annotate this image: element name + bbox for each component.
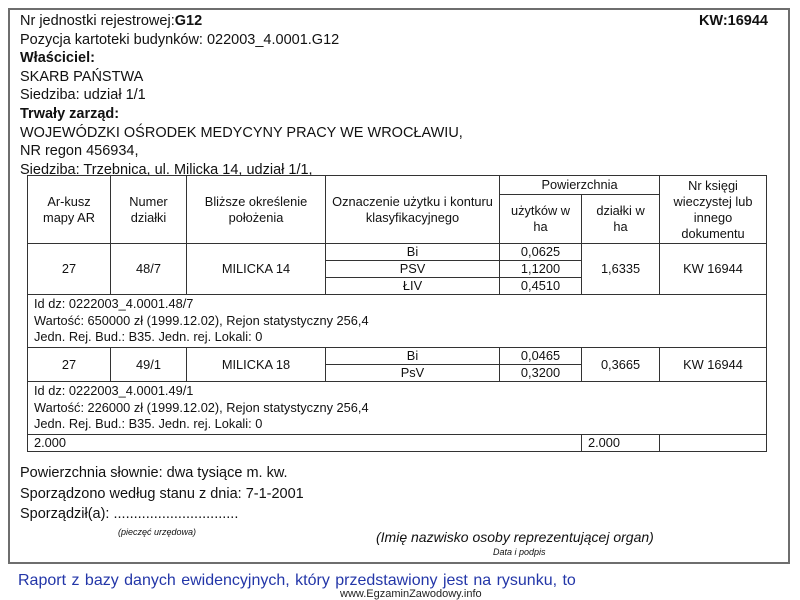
header-parcel-area: działki w ha bbox=[582, 195, 660, 244]
use-code-cell: Bi bbox=[326, 244, 500, 261]
parcel-id-line: Id dz: 0222003_4.0001.49/1 bbox=[34, 383, 194, 399]
land-book-cell: KW 16944 bbox=[660, 244, 767, 295]
use-area-cell: 0,3200 bbox=[500, 365, 582, 382]
use-code-cell: PSV bbox=[326, 261, 500, 278]
parcel-number-cell: 48/7 bbox=[111, 244, 187, 295]
question-caption: Raport z bazy danych ewidencyjnych, który przedstawiony jest na rysunku, to bbox=[18, 572, 576, 589]
header-map-sheet: Ar-kusz mapy AR bbox=[28, 176, 111, 244]
header-area: Powierzchnia bbox=[500, 176, 660, 195]
use-area-cell: 1,1200 bbox=[500, 261, 582, 278]
map-sheet-cell: 27 bbox=[28, 348, 111, 382]
card-position: Pozycja kartoteki budynków: 022003_4.0001.G12 bbox=[20, 31, 340, 48]
parcel-registry-line: Jedn. Rej. Bud.: B35. Jedn. rej. Lokali: 0 bbox=[34, 416, 263, 432]
header-land-use: Oznaczenie użytku i konturu klasyfikacyjnego bbox=[326, 176, 500, 244]
parcel-details-row bbox=[28, 382, 767, 435]
unit-label: Nr jednostki rejestrowej: bbox=[20, 13, 175, 29]
parcel-value-line: Wartość: 650000 zł (1999.12.02), Rejon statystyczny 256,4 bbox=[34, 312, 369, 328]
manager-seat: Siedziba: Trzebnica, ul. Milicka 14, udział 1/1, bbox=[20, 161, 313, 178]
total-right-cell: 2.000 bbox=[582, 435, 660, 452]
parcel-details-cell bbox=[28, 382, 767, 435]
signer-note: (Imię nazwisko osoby reprezentującej organ) bbox=[376, 529, 654, 545]
table-row bbox=[28, 244, 767, 261]
use-code-cell: Bi bbox=[326, 348, 500, 365]
header-use-area: użytków w ha bbox=[500, 195, 582, 244]
table-row bbox=[28, 348, 767, 365]
parcel-details-cell bbox=[28, 295, 767, 348]
parcel-number-cell: 49/1 bbox=[111, 348, 187, 382]
prepared-by: Sporządził(a): ............................... bbox=[20, 506, 239, 522]
date-signature-note: Data i podpis bbox=[493, 547, 546, 557]
parcel-details-row bbox=[28, 295, 767, 348]
header-location: Bliższe określenie położenia bbox=[187, 176, 326, 244]
owner-heading: Właściciel: bbox=[20, 50, 95, 67]
manager-regon: NR regon 456934, bbox=[20, 143, 139, 160]
total-left-cell: 2.000 bbox=[28, 435, 582, 452]
manager-heading: Trwały zarząd: bbox=[20, 105, 120, 122]
use-area-cell: 0,0625 bbox=[500, 244, 582, 261]
parcel-registry-line: Jedn. Rej. Bud.: B35. Jedn. rej. Lokali: 0 bbox=[34, 329, 263, 345]
area-in-words: Powierzchnia słownie: dwa tysiące m. kw. bbox=[20, 465, 288, 481]
unit-value: G12 bbox=[174, 13, 203, 29]
document-header bbox=[20, 12, 463, 179]
use-code-cell: PsV bbox=[326, 365, 500, 382]
watermark: www.EgzaminZawodowy.info bbox=[340, 588, 482, 600]
use-code-cell: ŁIV bbox=[326, 278, 500, 295]
location-cell: MILICKA 14 bbox=[187, 244, 326, 295]
header-parcel-number: Numer działki bbox=[111, 176, 187, 244]
totals-row bbox=[28, 435, 767, 452]
parcel-id-line: Id dz: 0222003_4.0001.48/7 bbox=[34, 296, 194, 312]
manager-name: WOJEWÓDZKI OŚRODEK MEDYCYNY PRACY WE WROCŁAWIU, bbox=[20, 124, 463, 141]
land-book-cell: KW 16944 bbox=[660, 348, 767, 382]
use-area-cell: 0,0465 bbox=[500, 348, 582, 365]
total-empty-cell bbox=[660, 435, 767, 452]
parcel-area-cell: 1,6335 bbox=[582, 244, 660, 295]
header-land-book: Nr księgi wieczystej lub innego dokumentu bbox=[660, 176, 767, 244]
unit-line bbox=[20, 12, 463, 31]
location-cell: MILICKA 18 bbox=[187, 348, 326, 382]
owner-name: SKARB PAŃSTWA bbox=[20, 68, 144, 85]
map-sheet-cell: 27 bbox=[28, 244, 111, 295]
owner-seat: Siedziba: udział 1/1 bbox=[20, 87, 146, 104]
parcel-value-line: Wartość: 226000 zł (1999.12.02), Rejon statystyczny 256,4 bbox=[34, 399, 369, 415]
stamp-note: (pieczęć urzędowa) bbox=[118, 527, 197, 537]
land-book-number: KW:16944 bbox=[698, 13, 768, 29]
state-date: Sporządzono według stanu z dnia: 7-1-2001 bbox=[20, 485, 304, 502]
use-area-cell: 0,4510 bbox=[500, 278, 582, 295]
parcel-table bbox=[27, 175, 767, 452]
parcel-area-cell: 0,3665 bbox=[582, 348, 660, 382]
document-footer bbox=[20, 463, 304, 525]
